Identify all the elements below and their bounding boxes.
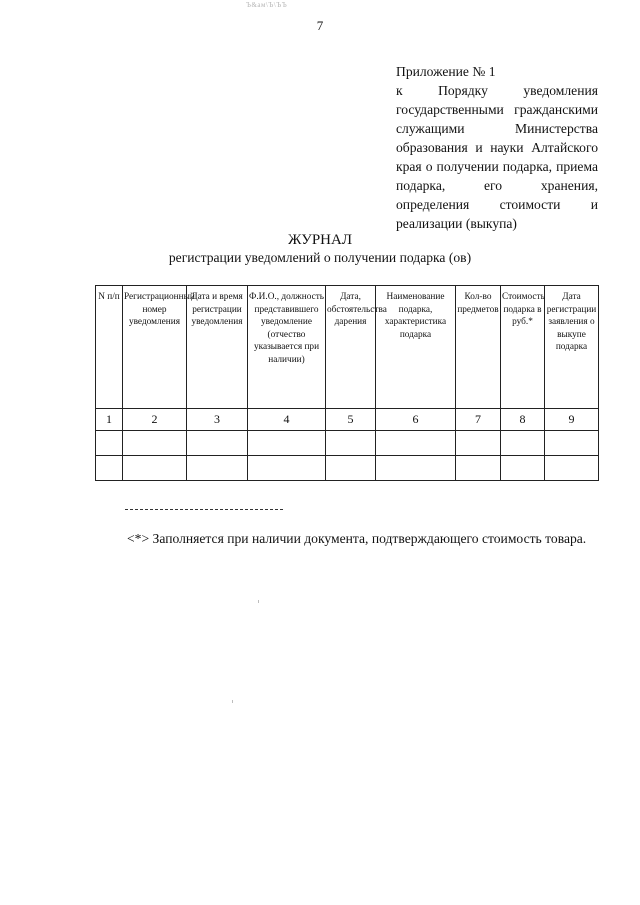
column-number: 1 xyxy=(96,409,123,431)
table-cell xyxy=(501,431,545,456)
annex-body: к Порядку уведомления государственными гражданскими служащими Министерства образования и науки Алтайского края о получении подарка, приема подарка, его хранения, определения стоимости и реализации (выкупа) xyxy=(396,83,598,231)
table-cell xyxy=(248,431,326,456)
scan-mark: Ъ&ам\Ъ\ЪЪ xyxy=(246,1,288,9)
table-cell xyxy=(456,431,501,456)
annex-title: Приложение № 1 xyxy=(396,64,496,79)
table-cell xyxy=(545,456,599,481)
table-cell xyxy=(123,456,187,481)
scan-speck xyxy=(258,600,259,603)
header-gift-name: Наименование подарка, характеристика подарка xyxy=(376,286,456,409)
header-full-name: Ф.И.О., должность представившего уведомление (отчество указывается при наличии) xyxy=(248,286,326,409)
header-quantity: Кол-во предметов xyxy=(456,286,501,409)
page-number: 7 xyxy=(316,18,324,33)
table-cell xyxy=(456,456,501,481)
column-number: 2 xyxy=(123,409,187,431)
header-registration-date: Дата и время регистрации уведомления xyxy=(187,286,248,409)
table-header-row xyxy=(96,286,599,409)
table-cell xyxy=(545,431,599,456)
header-number: N п/п xyxy=(96,286,123,409)
column-number: 5 xyxy=(326,409,376,431)
table-cell xyxy=(187,456,248,481)
column-number: 9 xyxy=(545,409,599,431)
column-number: 7 xyxy=(456,409,501,431)
footnote: <*> Заполняется при наличии документа, подтверждающего стоимость товара. xyxy=(127,531,587,546)
table-cell xyxy=(501,456,545,481)
header-cost: Стоимость подарка в руб.* xyxy=(501,286,545,409)
table-cell xyxy=(248,456,326,481)
header-registration-number: Регистрационный номер уведомления xyxy=(123,286,187,409)
table-row xyxy=(96,431,599,456)
header-buyout-date: Дата регистрации заявления о выкупе подарка xyxy=(545,286,599,409)
footnote-divider xyxy=(125,509,283,510)
registration-table xyxy=(95,285,599,481)
table-cell xyxy=(326,456,376,481)
header-gift-date: Дата, обстоятельства дарения xyxy=(326,286,376,409)
column-number: 3 xyxy=(187,409,248,431)
journal-title: ЖУРНАЛ xyxy=(287,232,353,248)
journal-subtitle: регистрации уведомлений о получении подарка (ов) xyxy=(168,250,472,265)
column-number: 8 xyxy=(501,409,545,431)
table-cell xyxy=(96,431,123,456)
column-number: 4 xyxy=(248,409,326,431)
table-cell xyxy=(376,456,456,481)
scan-speck xyxy=(232,700,233,703)
table-cell xyxy=(187,431,248,456)
table-cell xyxy=(123,431,187,456)
table-cell xyxy=(326,431,376,456)
table-row xyxy=(96,456,599,481)
table-cell xyxy=(96,456,123,481)
annex-block xyxy=(396,62,598,233)
column-number: 6 xyxy=(376,409,456,431)
column-number-row xyxy=(96,409,599,431)
table-cell xyxy=(376,431,456,456)
